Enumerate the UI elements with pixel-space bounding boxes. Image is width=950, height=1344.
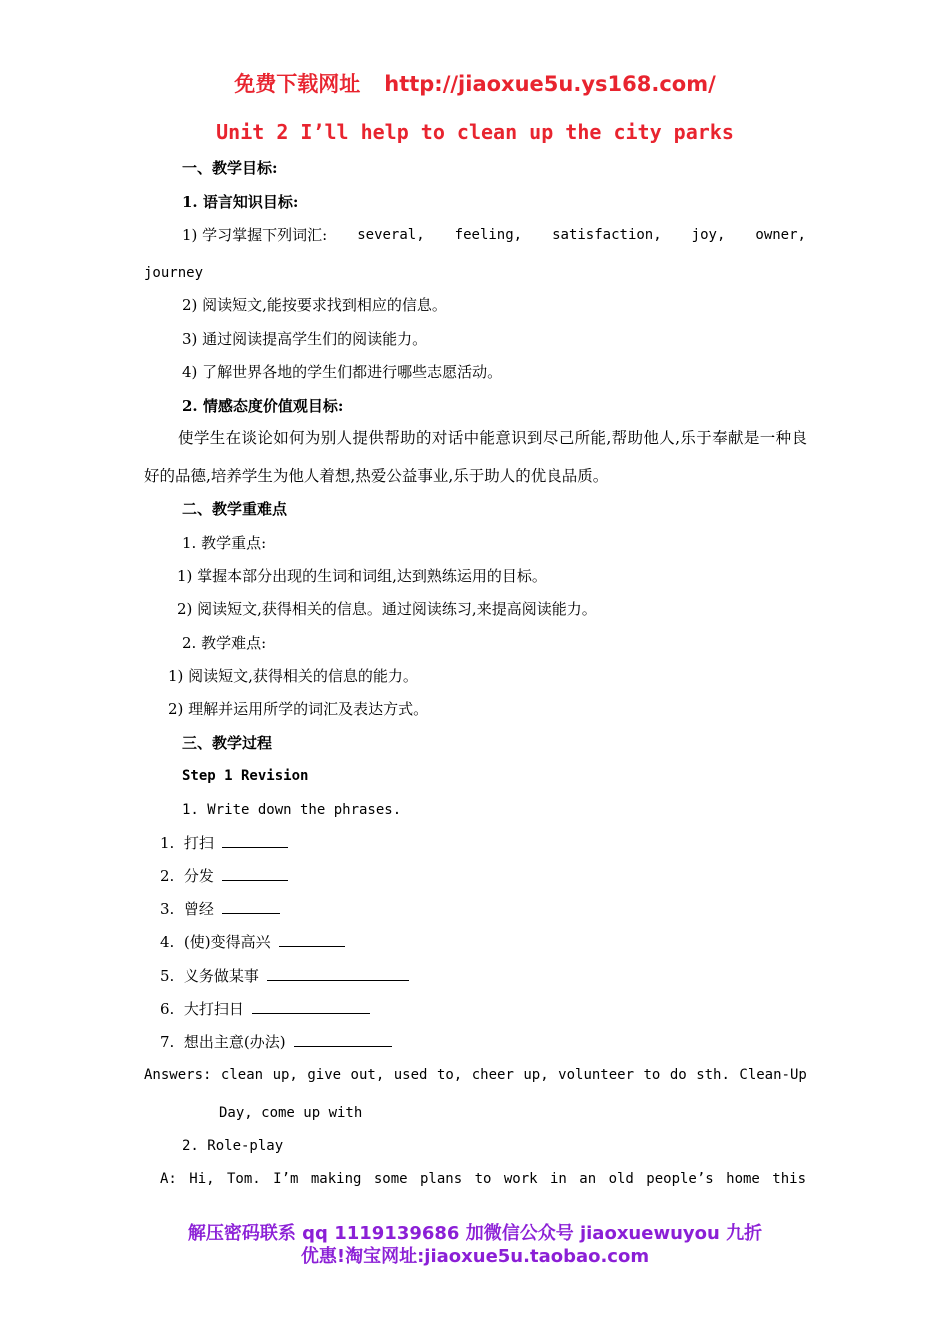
vocab-line [182, 224, 806, 246]
answer-blank[interactable] [222, 866, 288, 881]
difficult-point-item: 1) 阅读短文,获得相关的信息的能力。 [168, 667, 418, 685]
step-1-heading: Step 1 Revision [182, 768, 309, 784]
phrase-item: 6. 大打扫日 [160, 998, 370, 1020]
phrase-item: 7. 想出主意(办法) [160, 1031, 392, 1053]
vocab-intro: 1) 学习掌握下列词汇: [182, 226, 328, 244]
task-2-label: 2. Role-play [182, 1138, 284, 1154]
phrase-item: 1. 打扫 [160, 832, 288, 854]
important-point-item: 2) 阅读短文,获得相关的信息。通过阅读练习,来提高阅读能力。 [177, 600, 597, 618]
important-point-item: 1) 掌握本部分出现的生词和词组,达到熟练运用的目标。 [177, 567, 547, 585]
objectives-heading: 一、教学目标: [182, 159, 278, 177]
answer-blank[interactable] [267, 966, 409, 981]
phrase-item: 4. (使)变得高兴 [160, 931, 345, 953]
footer-shop-line[interactable]: 优惠!淘宝网址:jiaoxue5u.taobao.com [300, 1246, 650, 1267]
vocab-word-last: journey [144, 265, 204, 281]
vocab-word: feeling, [454, 227, 523, 243]
vocab-word: joy, [691, 227, 726, 243]
footer-contact-line: 解压密码联系 qq 1119139686 加微信公众号 jiaoxuewuyou 九折 [187, 1223, 763, 1244]
important-points-heading: 1. 教学重点: [182, 534, 267, 552]
objective-item: 3) 通过阅读提高学生们的阅读能力。 [182, 330, 428, 348]
process-heading: 三、教学过程 [182, 734, 273, 752]
roleplay-line: A: Hi, Tom. I’m making some plans to work in an old people’s home this [160, 1171, 806, 1187]
language-objectives-heading: 1. 语言知识目标: [182, 193, 299, 211]
answer-blank[interactable] [279, 932, 345, 947]
key-points-heading: 二、教学重难点 [182, 500, 288, 518]
header-site-url[interactable]: http://jiaoxue5u.ys168.com/ [384, 72, 716, 96]
phrase-item: 2. 分发 [160, 865, 288, 887]
answers-continued: Day, come up with [219, 1105, 363, 1121]
phrase-item: 3. 曾经 [160, 898, 280, 920]
objective-item: 2) 阅读短文,能按要求找到相应的信息。 [182, 296, 447, 314]
answers-line: Answers: clean up, give out, used to, cheer up, volunteer to do sth. Clean-Up [144, 1067, 807, 1083]
vocab-word: several, [357, 227, 425, 243]
task-1-label: 1. Write down the phrases. [182, 802, 402, 818]
header-download-link[interactable] [0, 68, 950, 98]
objective-item: 4) 了解世界各地的学生们都进行哪些志愿活动。 [182, 363, 503, 381]
answer-blank[interactable] [222, 899, 280, 914]
vocab-word: owner, [755, 227, 806, 243]
difficult-points-heading: 2. 教学难点: [182, 634, 267, 652]
emotion-objectives-heading: 2. 情感态度价值观目标: [182, 397, 344, 415]
header-site-label: 免费下载网址 [234, 72, 361, 96]
difficult-point-item: 2) 理解并运用所学的词汇及表达方式。 [168, 700, 429, 718]
emotion-objectives-text: 使学生在谈论如何为别人提供帮助的对话中能意识到尽己所能,帮助他人,乐于奉献是一种良好的品德,培养学生为他人着想,热爱公益事业,乐于助人的优良品质。 [144, 429, 807, 485]
answer-blank[interactable] [222, 833, 288, 848]
page-title: Unit 2 I’ll help to clean up the city parks [216, 120, 734, 144]
vocab-word: satisfaction, [552, 227, 662, 243]
phrase-item: 5. 义务做某事 [160, 965, 409, 987]
answer-blank[interactable] [294, 1032, 392, 1047]
answer-blank[interactable] [252, 999, 370, 1014]
